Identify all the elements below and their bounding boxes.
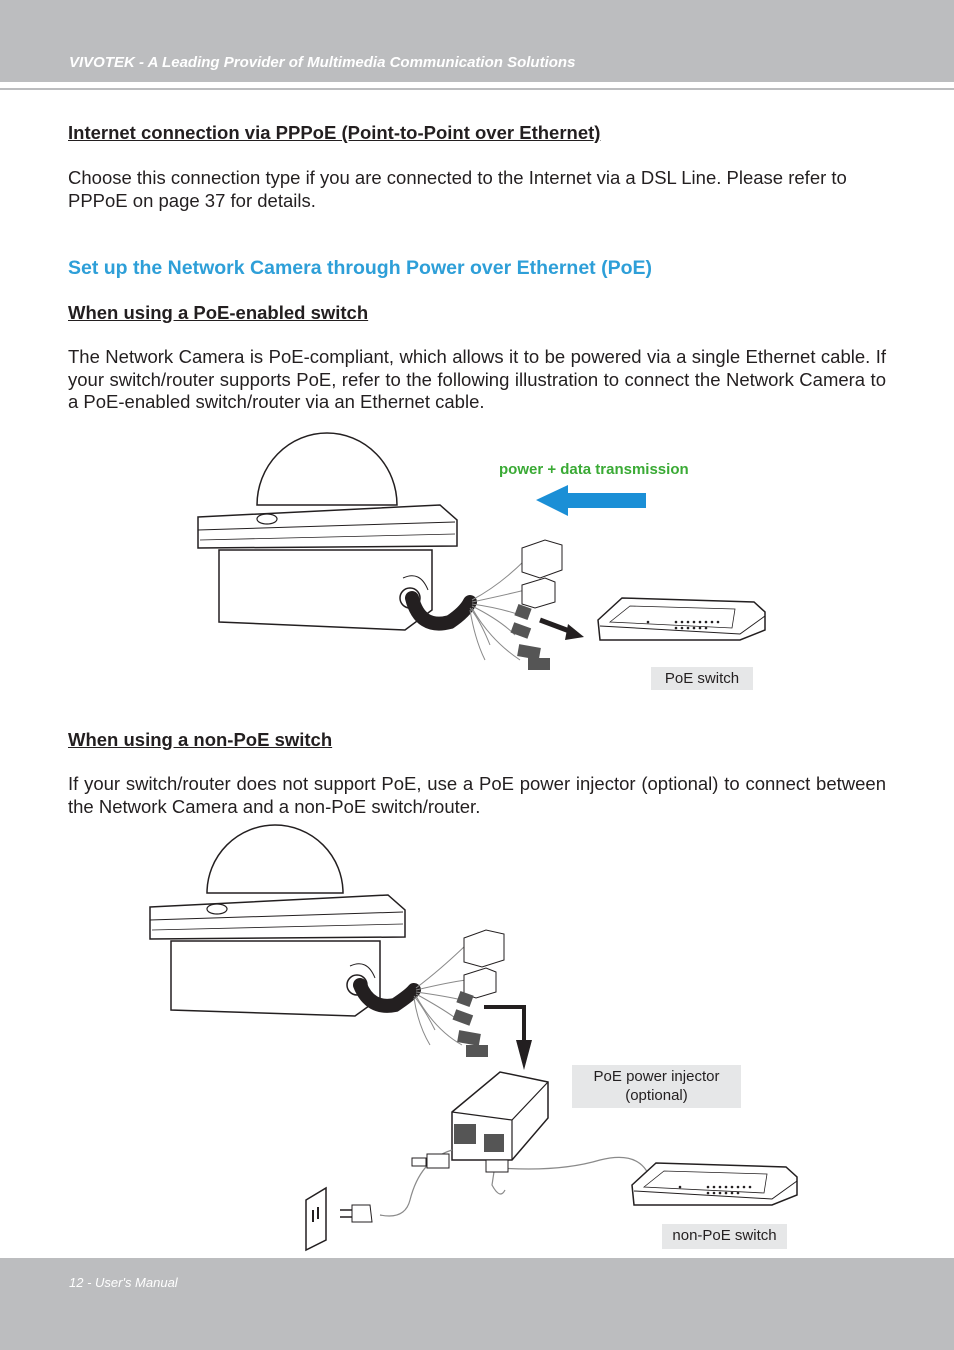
- camera2-top-housing: [150, 895, 405, 939]
- non-poe-switch-body: If your switch/router does not support PoE, use a PoE power injector (optional) to connect between the Network Camera and a non-PoE switch/router.: [68, 773, 886, 817]
- non-poe-switch-label: non-PoE switch: [662, 1224, 787, 1249]
- pppoe-heading: Internet connection via PPPoE (Point-to-Point over Ethernet): [68, 122, 601, 143]
- header-title: VIVOTEK - A Leading Provider of Multimedia Communication Solutions: [69, 54, 576, 71]
- poe-injector-label: [572, 1065, 741, 1108]
- wall-outlet: [306, 1188, 326, 1250]
- poe-section-heading: Set up the Network Camera through Power over Ethernet (PoE): [68, 257, 653, 279]
- camera2-dome: [207, 825, 343, 893]
- poe-switch-label: PoE switch: [651, 667, 753, 690]
- pppoe-body: Choose this connection type if you are connected to the Internet via a DSL Line. Please refer to PPPoE on page 37 for details.: [68, 167, 847, 211]
- data-flow-arrow: [568, 493, 646, 508]
- non-poe-switch-heading: When using a non-PoE switch: [68, 729, 333, 750]
- camera-base: [219, 550, 432, 630]
- poe-injector-label-line2: (optional): [625, 1087, 688, 1104]
- camera-top-housing: [198, 505, 457, 548]
- camera-dome: [257, 433, 397, 505]
- poe-switch-body: The Network Camera is PoE-compliant, which allows it to be powered via a single Ethernet cable. If your switch/router supports PoE, refer to the following illustration to connect the Network Camera to a PoE-enabled switch/router via an Ethernet cable.: [68, 346, 886, 412]
- power-data-label: power + data transmission: [499, 461, 689, 478]
- poe-switch-heading: When using a PoE-enabled switch: [68, 302, 369, 323]
- footer-page-number: 12 - User's Manual: [69, 1275, 178, 1290]
- poe-injector-label-line1: PoE power injector: [593, 1068, 720, 1085]
- footer-bar: [0, 1258, 954, 1350]
